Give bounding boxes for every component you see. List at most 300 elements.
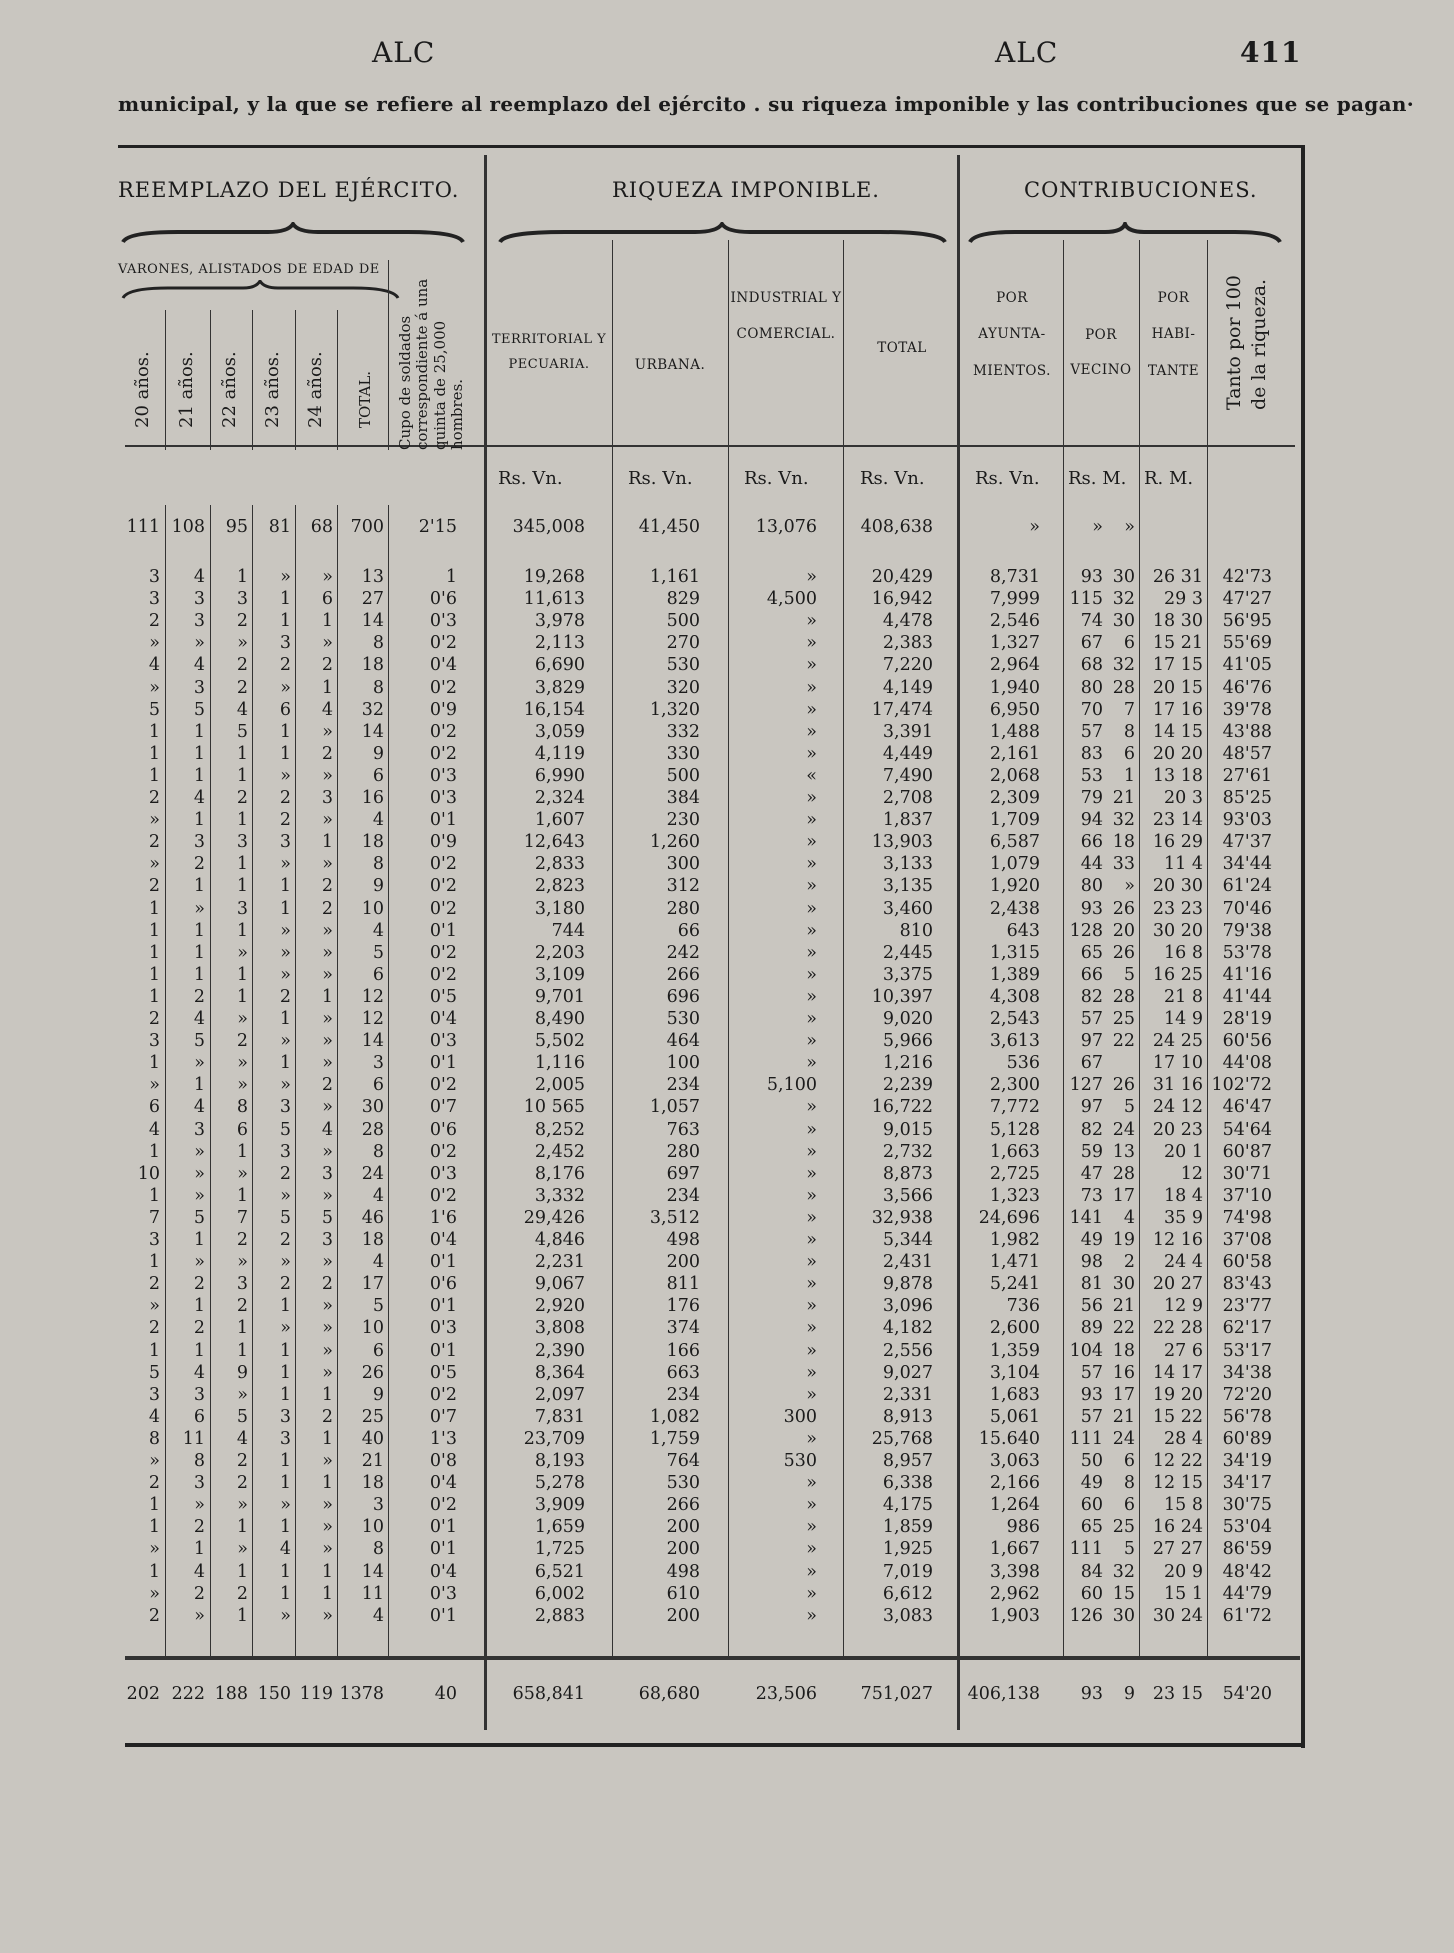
cell-21: » <box>194 633 205 654</box>
cell-cupo: 0'4 <box>429 1009 457 1029</box>
cell-23: 1 <box>279 611 291 632</box>
cell-urbana: 100 <box>666 1053 700 1074</box>
cell-tanto: 83'43 <box>1222 1274 1272 1295</box>
cell-cupo: 0'1 <box>429 1053 457 1074</box>
cell-22: 5 <box>236 1406 248 1427</box>
cell-territorial: 345,008 <box>512 517 585 537</box>
cell-23: 1 <box>279 721 291 742</box>
cell-total: 25 <box>361 1406 384 1427</box>
cell-total: 27 <box>361 589 384 610</box>
cell-total-riqueza: 3,096 <box>882 1296 933 1317</box>
cell-vecino-rs: 67 <box>1080 1053 1103 1074</box>
cell-vecino-rs: 65 <box>1080 942 1103 963</box>
cell-24: » <box>322 1296 333 1317</box>
cell-habitante: 20 15 <box>1152 677 1203 698</box>
cell-total: 4 <box>372 1185 384 1206</box>
cell-21: 3 <box>193 832 205 853</box>
table-row <box>0 765 1300 787</box>
cell-territorial: 9,067 <box>534 1274 585 1295</box>
cell-total: 11 <box>361 1583 384 1604</box>
table-row <box>0 1096 1300 1118</box>
cell-tanto: 34'44 <box>1222 854 1272 875</box>
col-urbana: URBANA. <box>634 357 706 373</box>
cell-total-riqueza: 8,873 <box>882 1163 933 1184</box>
cell-territorial: 8,364 <box>534 1362 585 1383</box>
cell-industrial: » <box>806 633 817 654</box>
cell-cupo: 2'15 <box>418 517 457 537</box>
cell-total: 18 <box>361 1473 384 1494</box>
cell-vecino-rs: 74 <box>1080 611 1103 632</box>
table-row <box>0 1074 1300 1096</box>
cell-urbana: 530 <box>666 655 700 676</box>
cell-urbana: 200 <box>666 1539 700 1560</box>
cell-territorial: 16,154 <box>523 699 585 720</box>
cell-cupo: 1'3 <box>429 1428 457 1449</box>
cell-total-riqueza: 9,015 <box>882 1119 933 1140</box>
cell-urbana: 66 <box>677 920 700 941</box>
cell-21: » <box>194 1605 205 1626</box>
cell-21: 4 <box>193 1097 205 1118</box>
cell-industrial: » <box>806 1605 817 1626</box>
cell-20: 1 <box>148 1185 160 1206</box>
cell-tanto: 54'20 <box>1222 1684 1272 1704</box>
cell-20: 2 <box>148 611 160 632</box>
cell-ayuntamientos: 1,709 <box>989 810 1040 831</box>
table-row <box>0 677 1300 699</box>
cell-22: » <box>237 942 248 963</box>
cell-total: 40 <box>361 1428 384 1449</box>
cell-tanto: 34'38 <box>1222 1362 1272 1383</box>
section-reemplazo: REEMPLAZO DEL EJÉRCITO. <box>118 178 460 202</box>
table-row <box>0 721 1300 743</box>
cell-ayuntamientos: 2,725 <box>989 1163 1040 1184</box>
cell-24: » <box>322 1009 333 1029</box>
cell-total-riqueza: 4,175 <box>882 1495 933 1516</box>
cell-23: 2 <box>279 810 291 831</box>
cell-vecino-rs: 80 <box>1080 677 1103 698</box>
unit-vecino: Rs. M. <box>1068 468 1127 489</box>
cell-22: 3 <box>236 832 248 853</box>
cell-tanto: 53'78 <box>1222 942 1272 963</box>
cell-24: » <box>322 1252 333 1273</box>
cell-vecino-rs: 82 <box>1080 1119 1103 1140</box>
cell-habitante: 20 3 <box>1164 788 1203 808</box>
cell-cupo: 0'9 <box>429 699 457 720</box>
cell-tanto: 47'37 <box>1222 832 1272 853</box>
cell-vecino-m: 13 <box>1112 1141 1135 1162</box>
cell-vecino-rs: 111 <box>1069 1428 1103 1449</box>
cell-20: 3 <box>148 1230 160 1250</box>
cell-ayuntamientos: 736 <box>1006 1296 1040 1317</box>
cell-cupo: 0'1 <box>429 1340 457 1361</box>
cell-vecino-rs: 79 <box>1080 788 1103 808</box>
cell-total: 4 <box>372 1252 384 1273</box>
cell-20: 4 <box>148 655 160 676</box>
cell-21: » <box>194 1495 205 1516</box>
cell-territorial: 19,268 <box>523 567 585 587</box>
cell-24: » <box>322 1031 333 1052</box>
cell-24: 1 <box>321 1583 333 1604</box>
cell-ayuntamientos: 2,543 <box>989 1009 1040 1029</box>
brace-varones <box>118 280 403 302</box>
cell-22: 1 <box>236 1318 248 1339</box>
cell-urbana: 498 <box>666 1561 700 1582</box>
cell-habitante: 24 4 <box>1164 1252 1203 1273</box>
cell-tanto: 79'38 <box>1222 920 1272 941</box>
cell-23: » <box>280 1185 291 1206</box>
cell-cupo: 0'3 <box>429 765 457 786</box>
cell-urbana: 320 <box>666 677 700 698</box>
cell-vecino-m: 4 <box>1123 1207 1135 1228</box>
cell-21: 3 <box>193 677 205 698</box>
table-row <box>0 1273 1300 1295</box>
cell-vecino-rs: 80 <box>1080 876 1103 897</box>
cell-total-riqueza: 7,490 <box>882 765 933 786</box>
cell-vecino-m: 32 <box>1112 589 1135 610</box>
cell-territorial: 2,005 <box>534 1075 585 1096</box>
cell-territorial: 8,176 <box>534 1163 585 1184</box>
cell-cupo: 0'6 <box>429 589 457 610</box>
cell-total: 8 <box>372 854 384 875</box>
cell-23: 3 <box>279 633 291 654</box>
brace-reemplazo <box>118 222 468 248</box>
table-row <box>0 942 1300 964</box>
cell-23: » <box>280 1031 291 1052</box>
cell-vecino-rs: 93 <box>1080 898 1103 919</box>
cell-20: 1 <box>148 743 160 764</box>
cell-20: 8 <box>148 1428 160 1449</box>
cell-21: 4 <box>193 567 205 587</box>
cell-vecino-m: 6 <box>1123 1495 1135 1516</box>
cell-industrial: » <box>806 832 817 853</box>
cell-cupo: 0'9 <box>429 832 457 853</box>
cell-territorial: 658,841 <box>512 1684 585 1704</box>
cell-tanto: 41'16 <box>1222 964 1272 985</box>
cell-industrial: » <box>806 1207 817 1228</box>
cell-20: » <box>149 1583 160 1604</box>
col-tanto: Tanto por 100 de la riqueza. <box>1223 275 1270 410</box>
cell-territorial: 5,502 <box>534 1031 585 1052</box>
cell-cupo: 0'3 <box>429 611 457 632</box>
cell-23: » <box>280 1075 291 1096</box>
cell-23: » <box>280 765 291 786</box>
cell-22: 1 <box>236 1185 248 1206</box>
cell-24: » <box>322 1539 333 1560</box>
cell-vecino-rs: 127 <box>1069 1075 1103 1096</box>
cell-urbana: 200 <box>666 1517 700 1538</box>
cell-20: 2 <box>148 1605 160 1626</box>
cell-urbana: 230 <box>666 810 700 831</box>
cell-tanto: 55'69 <box>1222 633 1272 654</box>
cell-24: 1 <box>321 832 333 853</box>
cell-industrial: » <box>806 1252 817 1273</box>
cell-cupo: 0'2 <box>429 942 457 963</box>
cell-total-riqueza: 3,566 <box>882 1185 933 1206</box>
table-row <box>0 1141 1300 1163</box>
cell-tanto: 34'19 <box>1222 1451 1272 1471</box>
cell-vecino-m: 17 <box>1112 1384 1135 1405</box>
cell-territorial: 2,113 <box>534 633 585 654</box>
cell-vecino-rs: 57 <box>1080 721 1103 742</box>
cell-total-riqueza: 810 <box>899 920 933 941</box>
cell-22: 1 <box>236 1605 248 1626</box>
cell-20: 1 <box>148 898 160 919</box>
cell-22: 1 <box>236 986 248 1007</box>
cell-vecino-m: 26 <box>1112 898 1135 919</box>
cell-habitante: 16 29 <box>1152 832 1203 853</box>
cell-total-riqueza: 13,903 <box>871 832 933 853</box>
cell-24: 2 <box>321 743 333 764</box>
table-row <box>0 986 1300 1008</box>
cell-vecino-rs: 65 <box>1080 1517 1103 1538</box>
cell-tanto: 44'79 <box>1222 1583 1272 1604</box>
cell-vecino-m: 32 <box>1112 1561 1135 1582</box>
cell-24: 2 <box>321 876 333 897</box>
cell-industrial: 4,500 <box>766 589 817 610</box>
cell-21: 5 <box>193 1207 205 1228</box>
header-left: ALC <box>372 36 436 69</box>
cell-total-riqueza: 9,878 <box>882 1274 933 1295</box>
header-rule <box>125 445 1295 447</box>
cell-20: 1 <box>148 986 160 1007</box>
cell-20: 1 <box>148 1053 160 1074</box>
cell-cupo: 1 <box>445 567 457 587</box>
cell-total: 18 <box>361 655 384 676</box>
cell-23: 1 <box>279 1451 291 1471</box>
page-header <box>0 28 1454 78</box>
cell-24: 2 <box>321 1406 333 1427</box>
cell-23: » <box>280 942 291 963</box>
cell-20: 1 <box>148 1561 160 1582</box>
cell-cupo: 40 <box>434 1684 457 1704</box>
cell-23: 150 <box>257 1684 291 1704</box>
cell-cupo: 0'3 <box>429 1583 457 1604</box>
cell-ayuntamientos: 1,359 <box>989 1340 1040 1361</box>
cell-tanto: 74'98 <box>1222 1207 1272 1228</box>
cell-territorial: 10 565 <box>523 1097 585 1118</box>
cell-industrial: » <box>806 1495 817 1516</box>
cell-territorial: 2,883 <box>534 1605 585 1626</box>
cell-territorial: 3,909 <box>534 1495 585 1516</box>
cell-industrial: » <box>806 942 817 963</box>
cell-habitante: 12 22 <box>1152 1451 1203 1471</box>
cell-vecino-rs: 93 <box>1080 1384 1103 1405</box>
cell-total: 9 <box>372 876 384 897</box>
cell-industrial: » <box>806 1230 817 1250</box>
cell-23: 1 <box>279 876 291 897</box>
cell-vecino-rs: 60 <box>1080 1495 1103 1516</box>
cell-ayuntamientos: 3,104 <box>989 1362 1040 1383</box>
table-row <box>0 632 1300 654</box>
col-ayuntamientos: POR AYUNTA- MIENTOS. <box>973 290 1051 379</box>
cell-total-riqueza: 2,239 <box>882 1075 933 1096</box>
cell-20: 1 <box>148 1252 160 1273</box>
cell-24: » <box>322 1318 333 1339</box>
cell-24: » <box>322 1495 333 1516</box>
cell-territorial: 2,390 <box>534 1340 585 1361</box>
cell-21: » <box>194 1185 205 1206</box>
cell-urbana: 610 <box>666 1583 700 1604</box>
cell-24: » <box>322 633 333 654</box>
cell-tanto: 41'05 <box>1222 655 1272 676</box>
cell-24: » <box>322 1185 333 1206</box>
cell-total-riqueza: 8,913 <box>882 1406 933 1427</box>
cell-industrial: » <box>806 898 817 919</box>
cell-24: 6 <box>321 589 333 610</box>
cell-urbana: 200 <box>666 1252 700 1273</box>
cell-territorial: 1,725 <box>534 1539 585 1560</box>
cell-23: 2 <box>279 1230 291 1250</box>
cell-territorial: 6,521 <box>534 1561 585 1582</box>
cell-vecino-m: 5 <box>1123 964 1135 985</box>
cell-23: » <box>280 1495 291 1516</box>
cell-total: 21 <box>361 1451 384 1471</box>
cell-urbana: 384 <box>666 788 700 808</box>
cell-21: 4 <box>193 655 205 676</box>
cell-total-riqueza: 8,957 <box>882 1451 933 1471</box>
cell-urbana: 1,082 <box>649 1406 700 1427</box>
cell-20: 1 <box>148 1141 160 1162</box>
cell-tanto: 48'57 <box>1222 743 1272 764</box>
cell-territorial: 1,659 <box>534 1517 585 1538</box>
col-territorial: TERRITORIAL Y PECUARIA. <box>491 332 607 372</box>
cell-vecino-m: 7 <box>1123 699 1135 720</box>
cell-industrial: » <box>806 1031 817 1052</box>
cell-urbana: 829 <box>666 589 700 610</box>
cell-22: 2 <box>236 788 248 808</box>
cell-22: 1 <box>236 876 248 897</box>
cell-ayuntamientos: 1,982 <box>989 1230 1040 1250</box>
cell-cupo: 0'5 <box>429 986 457 1007</box>
cell-total: 32 <box>361 699 384 720</box>
cell-vecino-m: 6 <box>1123 633 1135 654</box>
cell-20: 2 <box>148 876 160 897</box>
cell-cupo: 0'3 <box>429 788 457 808</box>
cell-industrial: » <box>806 1428 817 1449</box>
cell-total-riqueza: 1,925 <box>882 1539 933 1560</box>
cell-23: 2 <box>279 1163 291 1184</box>
cell-22: 1 <box>236 964 248 985</box>
cell-territorial: 4,119 <box>534 743 585 764</box>
cell-urbana: 811 <box>666 1274 700 1295</box>
cell-total: 28 <box>361 1119 384 1140</box>
cell-23: 2 <box>279 1274 291 1295</box>
cell-total-riqueza: 2,431 <box>882 1252 933 1273</box>
cell-industrial: 5,100 <box>766 1075 817 1096</box>
cell-cupo: 0'3 <box>429 1163 457 1184</box>
table-row <box>0 1119 1300 1141</box>
cell-total-riqueza: 32,938 <box>871 1207 933 1228</box>
cell-cupo: 0'2 <box>429 854 457 875</box>
cell-tanto: 34'17 <box>1222 1473 1272 1494</box>
cell-industrial: » <box>806 611 817 632</box>
cell-22: 1 <box>236 743 248 764</box>
table-row <box>0 1450 1300 1472</box>
cell-ayuntamientos: 1,667 <box>989 1539 1040 1560</box>
cell-total: 10 <box>361 898 384 919</box>
table-row <box>0 1052 1300 1074</box>
cell-urbana: 234 <box>666 1075 700 1096</box>
cell-total: 14 <box>361 1561 384 1582</box>
cell-cupo: 0'6 <box>429 1119 457 1140</box>
cell-vecino-m: 33 <box>1112 854 1135 875</box>
cell-20: 1 <box>148 942 160 963</box>
cell-territorial: 1,607 <box>534 810 585 831</box>
cell-ayuntamientos: 5,061 <box>989 1406 1040 1427</box>
cell-total-riqueza: 1,859 <box>882 1517 933 1538</box>
cell-vecino-rs: 47 <box>1080 1163 1103 1184</box>
cell-habitante: 13 18 <box>1152 765 1203 786</box>
cell-urbana: 234 <box>666 1384 700 1405</box>
cell-urbana: 41,450 <box>638 517 700 537</box>
table-row <box>0 1472 1300 1494</box>
cell-urbana: 1,260 <box>649 832 700 853</box>
cell-vecino-rs: 50 <box>1080 1451 1103 1471</box>
cell-territorial: 6,690 <box>534 655 585 676</box>
cell-ayuntamientos: 2,068 <box>989 765 1040 786</box>
cell-urbana: 270 <box>666 633 700 654</box>
section-contribuciones: CONTRIBUCIONES. <box>1024 178 1258 202</box>
cell-22: » <box>237 1539 248 1560</box>
col-total: TOTAL. <box>356 370 374 428</box>
cell-21: 2 <box>193 1517 205 1538</box>
cell-total: 26 <box>361 1362 384 1383</box>
cell-total-riqueza: 1,216 <box>882 1053 933 1074</box>
cell-22: 1 <box>236 920 248 941</box>
cell-vecino-rs: 67 <box>1080 633 1103 654</box>
cell-vecino-rs: 66 <box>1080 964 1103 985</box>
table-row <box>0 831 1300 853</box>
cell-22: » <box>237 1075 248 1096</box>
cell-22: 9 <box>236 1362 248 1383</box>
unit-ayunt: Rs. Vn. <box>975 468 1040 489</box>
cell-ayuntamientos: 2,546 <box>989 611 1040 632</box>
cell-cupo: 0'3 <box>429 1031 457 1052</box>
cell-total: 4 <box>372 810 384 831</box>
cell-cupo: 0'2 <box>429 1075 457 1096</box>
cell-urbana: 242 <box>666 942 700 963</box>
cell-vecino-m: 17 <box>1112 1185 1135 1206</box>
cell-territorial: 3,059 <box>534 721 585 742</box>
varones-label: VARONES, ALISTADOS DE EDAD DE <box>118 262 380 277</box>
cell-vecino-rs: 98 <box>1080 1252 1103 1273</box>
header-right: ALC <box>995 36 1059 69</box>
cell-24: 1 <box>321 986 333 1007</box>
table-row <box>0 1538 1300 1560</box>
cell-cupo: 0'1 <box>429 810 457 831</box>
cell-total: 12 <box>361 986 384 1007</box>
cell-22: 8 <box>236 1097 248 1118</box>
cell-20: 1 <box>148 964 160 985</box>
cell-total-riqueza: 5,344 <box>882 1230 933 1250</box>
cell-vecino-m: 18 <box>1112 1340 1135 1361</box>
cell-territorial: 2,231 <box>534 1252 585 1273</box>
cell-vecino-rs: 53 <box>1080 765 1103 786</box>
cell-habitante: 20 1 <box>1164 1141 1203 1162</box>
cell-23: 3 <box>279 1406 291 1427</box>
cell-22: 3 <box>236 1274 248 1295</box>
cell-industrial: » <box>806 1053 817 1074</box>
cell-urbana: 200 <box>666 1605 700 1626</box>
unit-urbana: Rs. Vn. <box>628 468 693 489</box>
cell-industrial: » <box>806 1296 817 1317</box>
cell-vecino-m: 28 <box>1112 986 1135 1007</box>
cell-20: 2 <box>148 1473 160 1494</box>
cell-total: 8 <box>372 633 384 654</box>
cell-total-riqueza: 3,391 <box>882 721 933 742</box>
cell-industrial: » <box>806 1583 817 1604</box>
table-row <box>0 1516 1300 1538</box>
